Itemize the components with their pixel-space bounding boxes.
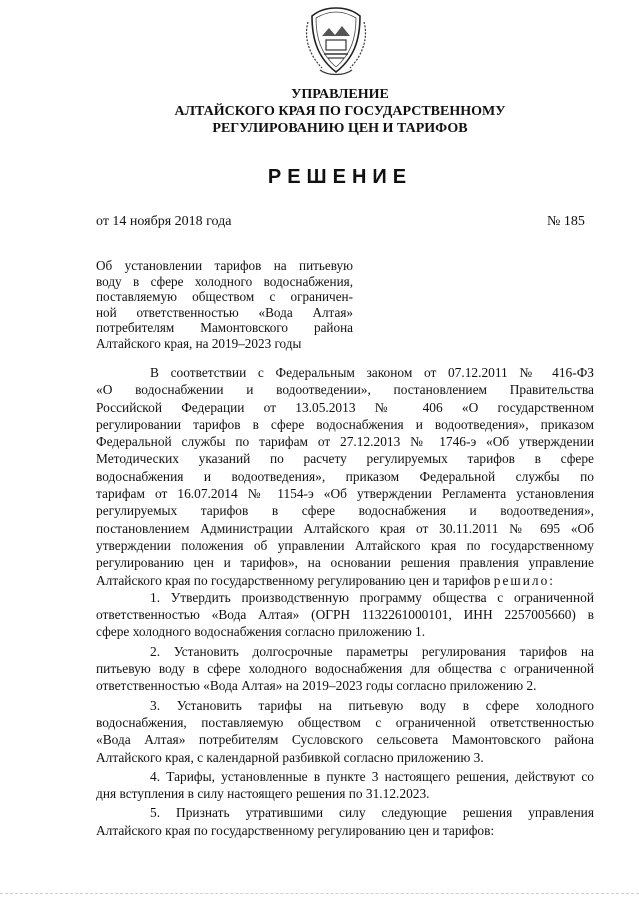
authority-line: АЛТАЙСКОГО КРАЯ ПО ГОСУДАРСТВЕННОМУ [174, 104, 506, 119]
preamble-line: В соответствии с Федеральным законом от 07.12.2011 № 416-ФЗ [150, 365, 594, 380]
preamble-line: Методических указаний по расчету регулируемых тарифов в сфере [96, 451, 594, 467]
item-4-line: 4. Тарифы, установленные в пункте 3 настоящего решения, действуют со [150, 768, 594, 784]
subject-line: Об установлении тарифов на питьевую [96, 258, 353, 273]
subject-line: Алтайского края, на 2019–2023 годы [96, 335, 302, 351]
document-number: № 185 [547, 214, 585, 229]
document-subject [96, 258, 353, 352]
item-5-line: Алтайского края по государственному регулированию цен и тарифов: [96, 822, 495, 838]
authority-line: УПРАВЛЕНИЕ [291, 87, 389, 102]
issuing-authority [120, 86, 560, 137]
item-1-line: 1. Утвердить производственную программу общества с ограниченной [150, 589, 594, 605]
item-3-line: водоснабжения, поставляемую обществом с ограниченной ответственностью [96, 714, 594, 730]
item-2-line: 2. Установить долгосрочные параметры регулирования тарифов на [150, 643, 594, 659]
item-2-line: питьевую воду в сфере холодного водоснабжения для общества с ограниченной [96, 661, 594, 677]
authority-line: РЕГУЛИРОВАНИЮ ЦЕН И ТАРИФОВ [212, 121, 468, 136]
coat-of-arms-emblem [302, 6, 370, 78]
preamble-line: постановлением Администрации Алтайского края от 30.11.2011 № 695 «Об [96, 520, 594, 536]
item-3-line: 3. Установить тарифы на питьевую воду в сфере холодного [150, 697, 594, 713]
preamble-line: Федеральной службы по тарифам от 27.12.2013 № 1746-э «Об утверждении [96, 434, 594, 450]
preamble-line-text: Алтайского края по государственному регулированию цен и тарифов [96, 572, 491, 588]
item-1-line: сфере холодного водоснабжения согласно приложению 1. [96, 624, 426, 640]
preamble-line: тарифам от 16.07.2014 № 1154-э «Об утверждении Регламента установления [96, 486, 594, 502]
subject-line: потребителям Мамонтовского района [96, 320, 353, 336]
preamble-line: Российской Федерации от 13.05.2013 № 406 «О государственном [96, 399, 594, 415]
preamble-line: регулируемых тарифов в сфере водоснабжения и водоотведения», [96, 503, 594, 519]
preamble-line: регулировании тарифов в сфере водоснабжения и водоотведения», приказом [96, 416, 594, 432]
item-5-line: 5. Признать утратившими силу следующие решения управления [150, 805, 594, 821]
item-3-line: «Вода Алтая» потребителям Сусловского сельсовета Мамонтовского района [96, 732, 594, 748]
subject-line: воду в сфере холодного водоснабжения, [96, 273, 353, 289]
preamble-line-final: Алтайского края по государственному регулированию цен и тарифов решило: [96, 572, 554, 588]
document-body [96, 364, 594, 839]
item-2-line: ответственностью «Вода Алтая» на 2019–2023 годы согласно приложению 2. [96, 678, 537, 694]
item-4-line: дня вступления в силу настоящего решения по 31.12.2023. [96, 786, 430, 802]
preamble-line: «О водоснабжении и водоотведении», постановлением Правительства [96, 382, 594, 398]
preamble-line: водоснабжения и водоотведения», приказом Федеральной службы по [96, 468, 594, 484]
document-date: от 14 ноября 2018 года [96, 214, 232, 229]
document-type-title: РЕШЕНИЕ [267, 166, 413, 188]
preamble-line: регулированию цен и тарифов», на основании решения правления управление [96, 555, 594, 571]
item-3-line: Алтайского края, с календарной разбивкой согласно приложению 3. [96, 749, 484, 765]
item-1-line: ответственностью «Вода Алтая» (ОГРН 1132261000101, ИНН 2257005660) в [96, 607, 594, 623]
resolved-word: решило [493, 572, 550, 588]
subject-line: поставляемую обществом с ограничен- [96, 289, 353, 305]
subject-line: ной ответственностью «Вода Алтая» [96, 304, 353, 320]
preamble-line: утверждении положения об управлении Алтайского края по государственному [96, 537, 594, 553]
page-bottom-divider [0, 893, 639, 894]
